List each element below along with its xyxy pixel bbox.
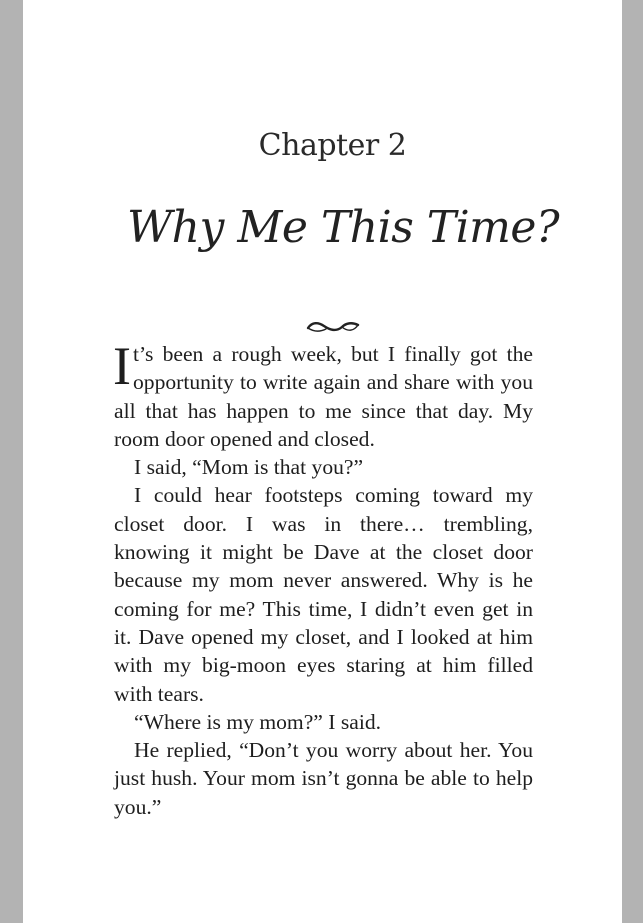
chapter-title: Why Me This Time? [126,202,560,253]
drop-cap: I [113,336,131,396]
paragraph-1-text: t’s been a rough week, but I finally got the opportunity to write again and share with you all that has happen to me since that day. My room door opened and closed. [114,342,533,451]
paragraph-4: “Where is my mom?” I said. [134,709,382,734]
chapter-number: Chapter 2 [258,128,407,163]
chapter-body [113,336,533,821]
paragraph-5: He replied, “Don’t you worry about her. You just hush. Your mom isn’t gonna be able to help you.” [114,738,533,819]
paragraph-3: I could hear footsteps coming toward my closet door. I was in there… trembling, knowing it might be Dave at the closet door because my mom never answered. Why is he coming for me? This time, I didn’t even get in it. Dave opened my closet, and I looked at him with my big-moon eyes staring at him filled with tears. [114,483,533,706]
paragraph-1 [113,336,533,453]
swash-flourish-icon [304,314,362,338]
book-page [23,0,622,923]
paragraph-2: I said, “Mom is that you?” [134,455,364,480]
